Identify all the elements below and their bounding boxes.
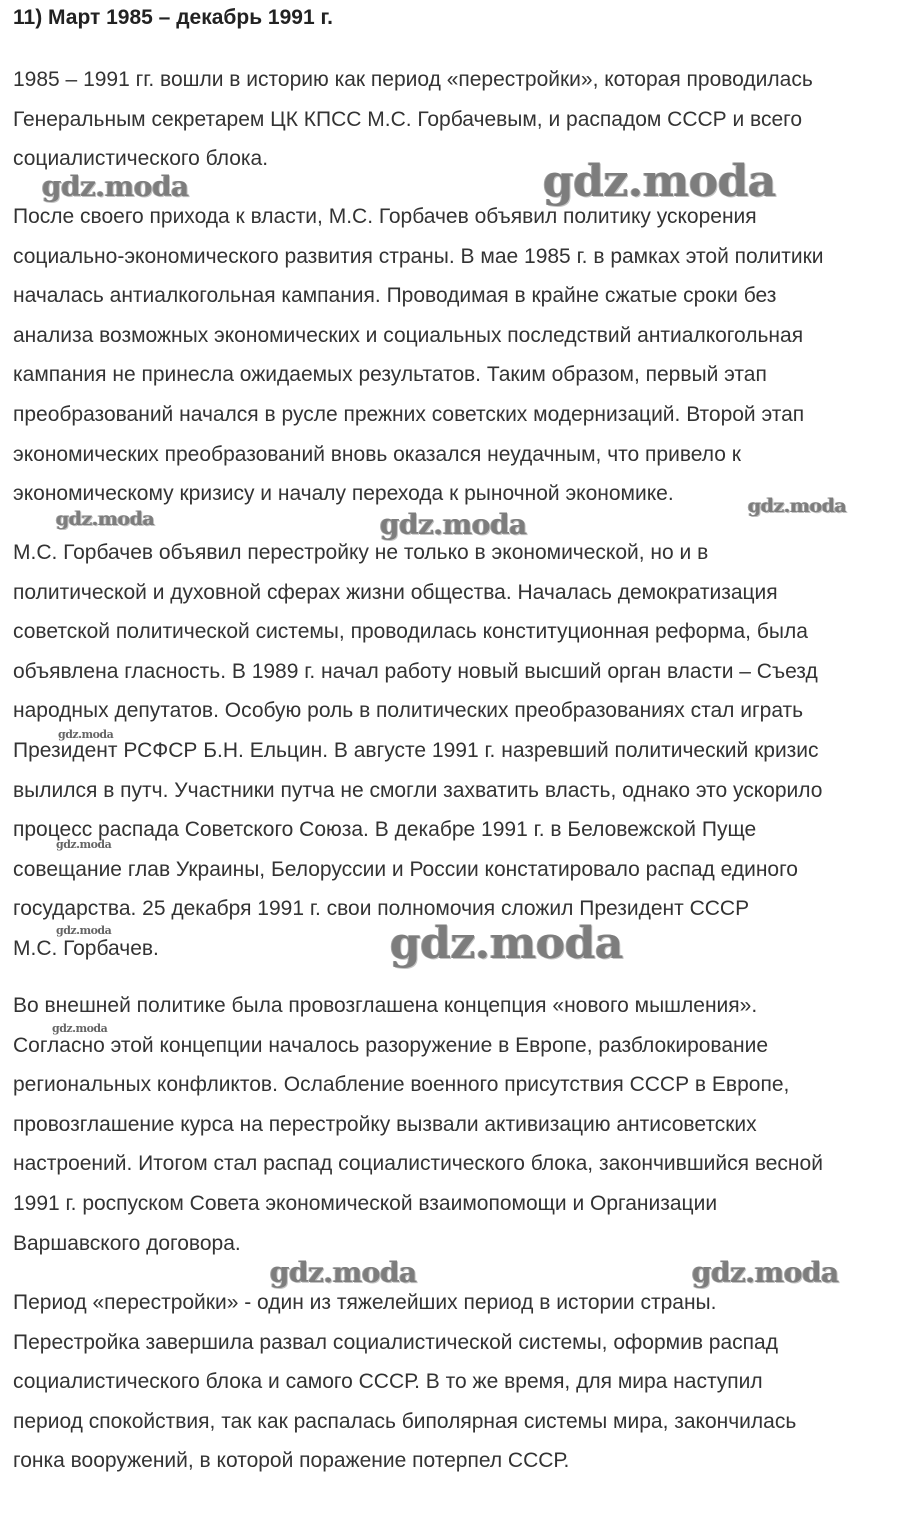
text-line: Согласно этой концепции началось разоружение в Европе, разблокирование [13, 1033, 769, 1057]
paragraph-economy [13, 197, 824, 514]
watermark: gdz.moda [58, 728, 114, 741]
watermark: gdz.moda [52, 1022, 108, 1035]
text-line: социалистического блока. [13, 147, 269, 171]
text-line: Генеральным секретарем ЦК КПСС М.С. Горбачевым, и распадом СССР и всего [13, 107, 803, 131]
watermark: gdz.moda [692, 1256, 839, 1289]
text-line: гонка вооружений, в которой поражение потерпел СССР. [13, 1449, 570, 1473]
text-line: объявлена гласность. В 1989 г. начал работу новый высший орган власти – Съезд [13, 659, 818, 683]
text-line: государства. 25 декабря 1991 г. свои полномочия сложил Президент СССР [13, 897, 750, 921]
text-line: М.С. Горбачев. [13, 936, 159, 960]
text-line: настроений. Итогом стал распад социалистического блока, закончившийся весной [13, 1152, 823, 1176]
text-line: преобразований начался в русле прежних советских модернизаций. Второй этап [13, 402, 805, 426]
paragraph-conclusion [13, 1283, 796, 1481]
text-line: региональных конфликтов. Ослабление военного присутствия СССР в Европе, [13, 1073, 790, 1097]
text-line: После своего прихода к власти, М.С. Горбачев объявил политику ускорения [13, 205, 757, 228]
text-line: кампания не принесла ожидаемых результатов. Таким образом, первый этап [13, 363, 767, 387]
text-line: народных депутатов. Особую роль в политических преобразованиях стал играть [13, 699, 804, 723]
text-line: экономических преобразований вновь оказался неудачным, что привело к [13, 442, 741, 466]
paragraph-foreign-policy [13, 986, 823, 1263]
watermark: gdz.moda [56, 508, 155, 530]
text-line: Варшавского договора. [13, 1231, 241, 1255]
watermark: gdz.moda [748, 495, 847, 517]
text-line: анализа возможных экономических и социальных последствий антиалкогольная [13, 323, 804, 347]
watermark: gdz.moda [42, 170, 189, 203]
text-line: период спокойствия, так как распалась биполярная системы мира, закончилась [13, 1409, 797, 1433]
watermark: gdz.moda [390, 918, 624, 969]
watermark: gdz.moda [56, 838, 112, 851]
text-line: началась антиалкогольная кампания. Проводимая в крайне сжатые сроки без [13, 284, 777, 308]
text-line: совещание глав Украины, Белоруссии и России констатировало распад единого [13, 857, 798, 881]
text-line: 1985 – 1991 гг. вошли в историю как период «перестройки», которая проводилась [13, 68, 813, 91]
text-line: социально-экономического развития страны. В мае 1985 г. в рамках этой политики [13, 244, 824, 268]
text-line: вылился в путч. Участники путча не смогли захватить власть, однако это ускорило [13, 778, 823, 802]
text-line: М.С. Горбачев объявил перестройку не только в экономической, но и в [13, 541, 709, 564]
text-line: экономическому кризису и началу перехода к рыночной экономике. [13, 482, 674, 506]
text-line: Президент РСФСР Б.Н. Ельцин. В августе 1991 г. назревший политический кризис [13, 738, 819, 762]
watermark: gdz.moda [380, 508, 527, 541]
text-line: советской политической системы, проводилась конституционная реформа, была [13, 620, 808, 644]
text-line: Во внешней политике была провозглашена концепция «нового мышления». [13, 994, 758, 1017]
text-line: 1991 г. роспуском Совета экономической взаимопомощи и Организации [13, 1191, 718, 1215]
watermark: gdz.moda [56, 924, 112, 937]
text-line: процесс распада Советского Союза. В декабре 1991 г. в Беловежской Пуще [13, 818, 757, 842]
paragraph-politics [13, 533, 822, 969]
watermark: gdz.moda [543, 156, 777, 207]
text-line: Период «перестройки» - один из тяжелейших период в истории страны. [13, 1291, 717, 1314]
text-line: политической и духовной сферах жизни общества. Началась демократизация [13, 580, 778, 604]
paragraph-intro [13, 60, 813, 179]
page-title: 11) Март 1985 – декабрь 1991 г. [13, 6, 333, 29]
text-line: провозглашение курса на перестройку вызвали активизацию антисоветских [13, 1112, 757, 1136]
watermark: gdz.moda [270, 1256, 417, 1289]
text-line: Перестройка завершила развал социалистической системы, оформив распад [13, 1330, 778, 1354]
text-line: социалистического блока и самого СССР. В то же время, для мира наступил [13, 1370, 763, 1394]
